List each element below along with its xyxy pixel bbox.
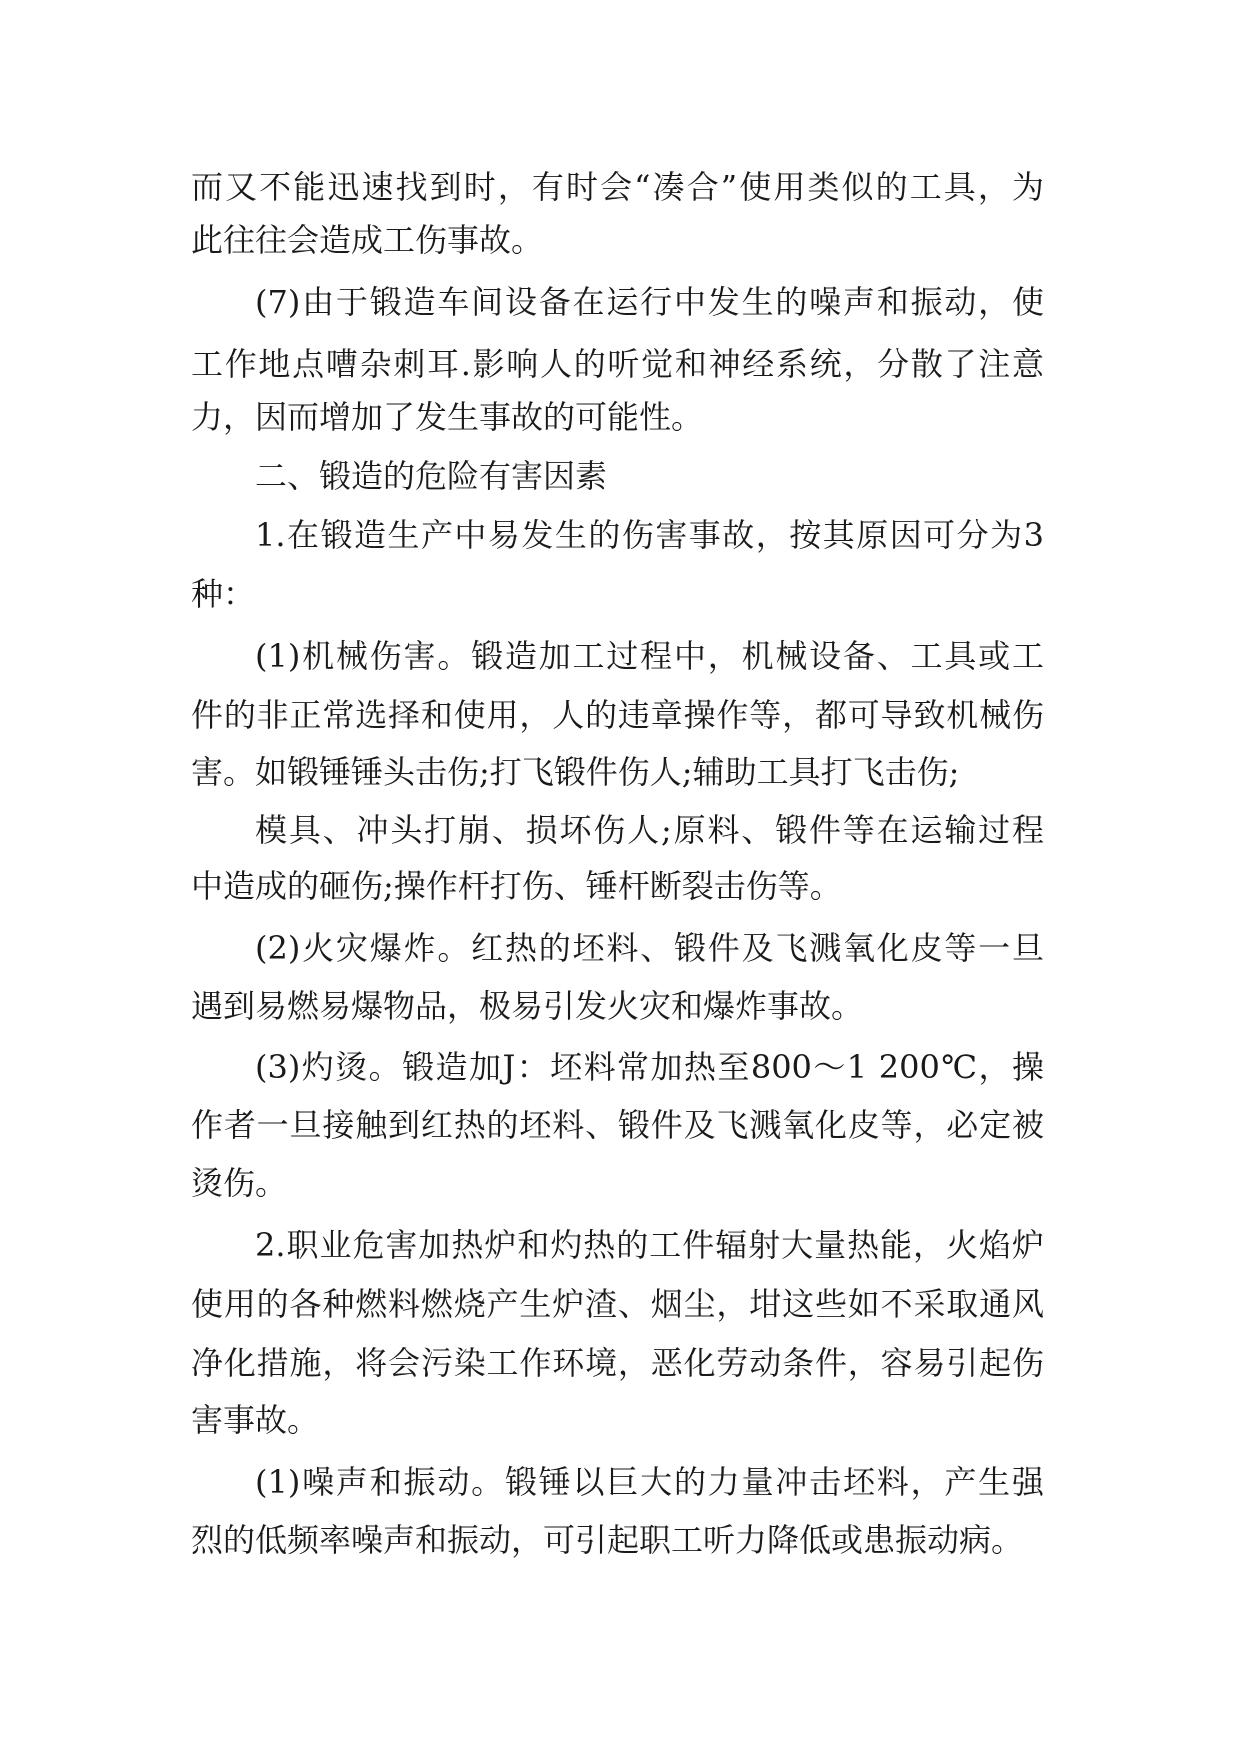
text-line: 作者一旦接触到红热的坯料、锻件及飞溅氧化皮等，必定被: [191, 1106, 1044, 1144]
text-line: 遇到易燃易爆物品，极易引发火灾和爆炸事故。: [191, 987, 864, 1025]
text-line: 净化措施，将会污染工作环境，恶化劳动条件，容易引起伤: [191, 1344, 1044, 1382]
text-line: 害事故。: [191, 1401, 320, 1439]
text-line: 中造成的砸伤;操作杆打伤、锤杆断裂击伤等。: [191, 867, 842, 905]
text-line: 使用的各种燃料燃烧产生炉渣、烟尘，坩这些如不采取通风: [191, 1285, 1044, 1323]
text-line: (3)灼烫。锻造加J：坯料常加热至800～1 200℃，操: [255, 1048, 1044, 1086]
text-line: (2)火灾爆炸。红热的坯料、锻件及飞溅氧化皮等一旦: [255, 929, 1044, 967]
text-line: (1)噪声和振动。锻锤以巨大的力量冲击坯料，产生强: [255, 1463, 1044, 1501]
text-line: 件的非正常选择和使用，人的违章操作等，都可导致机械伤: [191, 696, 1044, 734]
text-line: 1.在锻造生产中易发生的伤害事故，按其原因可分为3: [255, 516, 1044, 554]
text-line: 种：: [191, 575, 256, 613]
text-line: 模具、冲头打崩、损坏伤人;原料、锻件等在运输过程: [255, 811, 1044, 849]
text-line: 2.职业危害加热炉和灼热的工件辐射大量热能，火焰炉: [255, 1226, 1044, 1264]
text-line: 烈的低频率噪声和振动，可引起职工听力降低或患振动病。: [191, 1521, 1024, 1559]
text-line: 烫伤。: [191, 1164, 288, 1202]
text-line: 此往往会造成工伤事故。: [191, 221, 544, 259]
text-line: 力，因而增加了发生事故的可能性。: [191, 398, 704, 436]
text-line: (1)机械伤害。锻造加工过程中，机械设备、工具或工: [255, 637, 1044, 675]
text-line: 而又不能迅速找到时，有时会“凑合”使用类似的工具，为: [191, 168, 1044, 206]
text-line: 工作地点嘈杂刺耳.影响人的听觉和神经系统，分散了注意: [191, 345, 1044, 383]
section-heading: 二、锻造的危险有害因素: [255, 457, 608, 495]
text-line: (7)由于锻造车间设备在运行中发生的噪声和振动，使: [255, 283, 1044, 321]
text-line: 害。如锻锤锤头击伤;打飞锻件伤人;辅助工具打飞击伤;: [191, 753, 960, 791]
